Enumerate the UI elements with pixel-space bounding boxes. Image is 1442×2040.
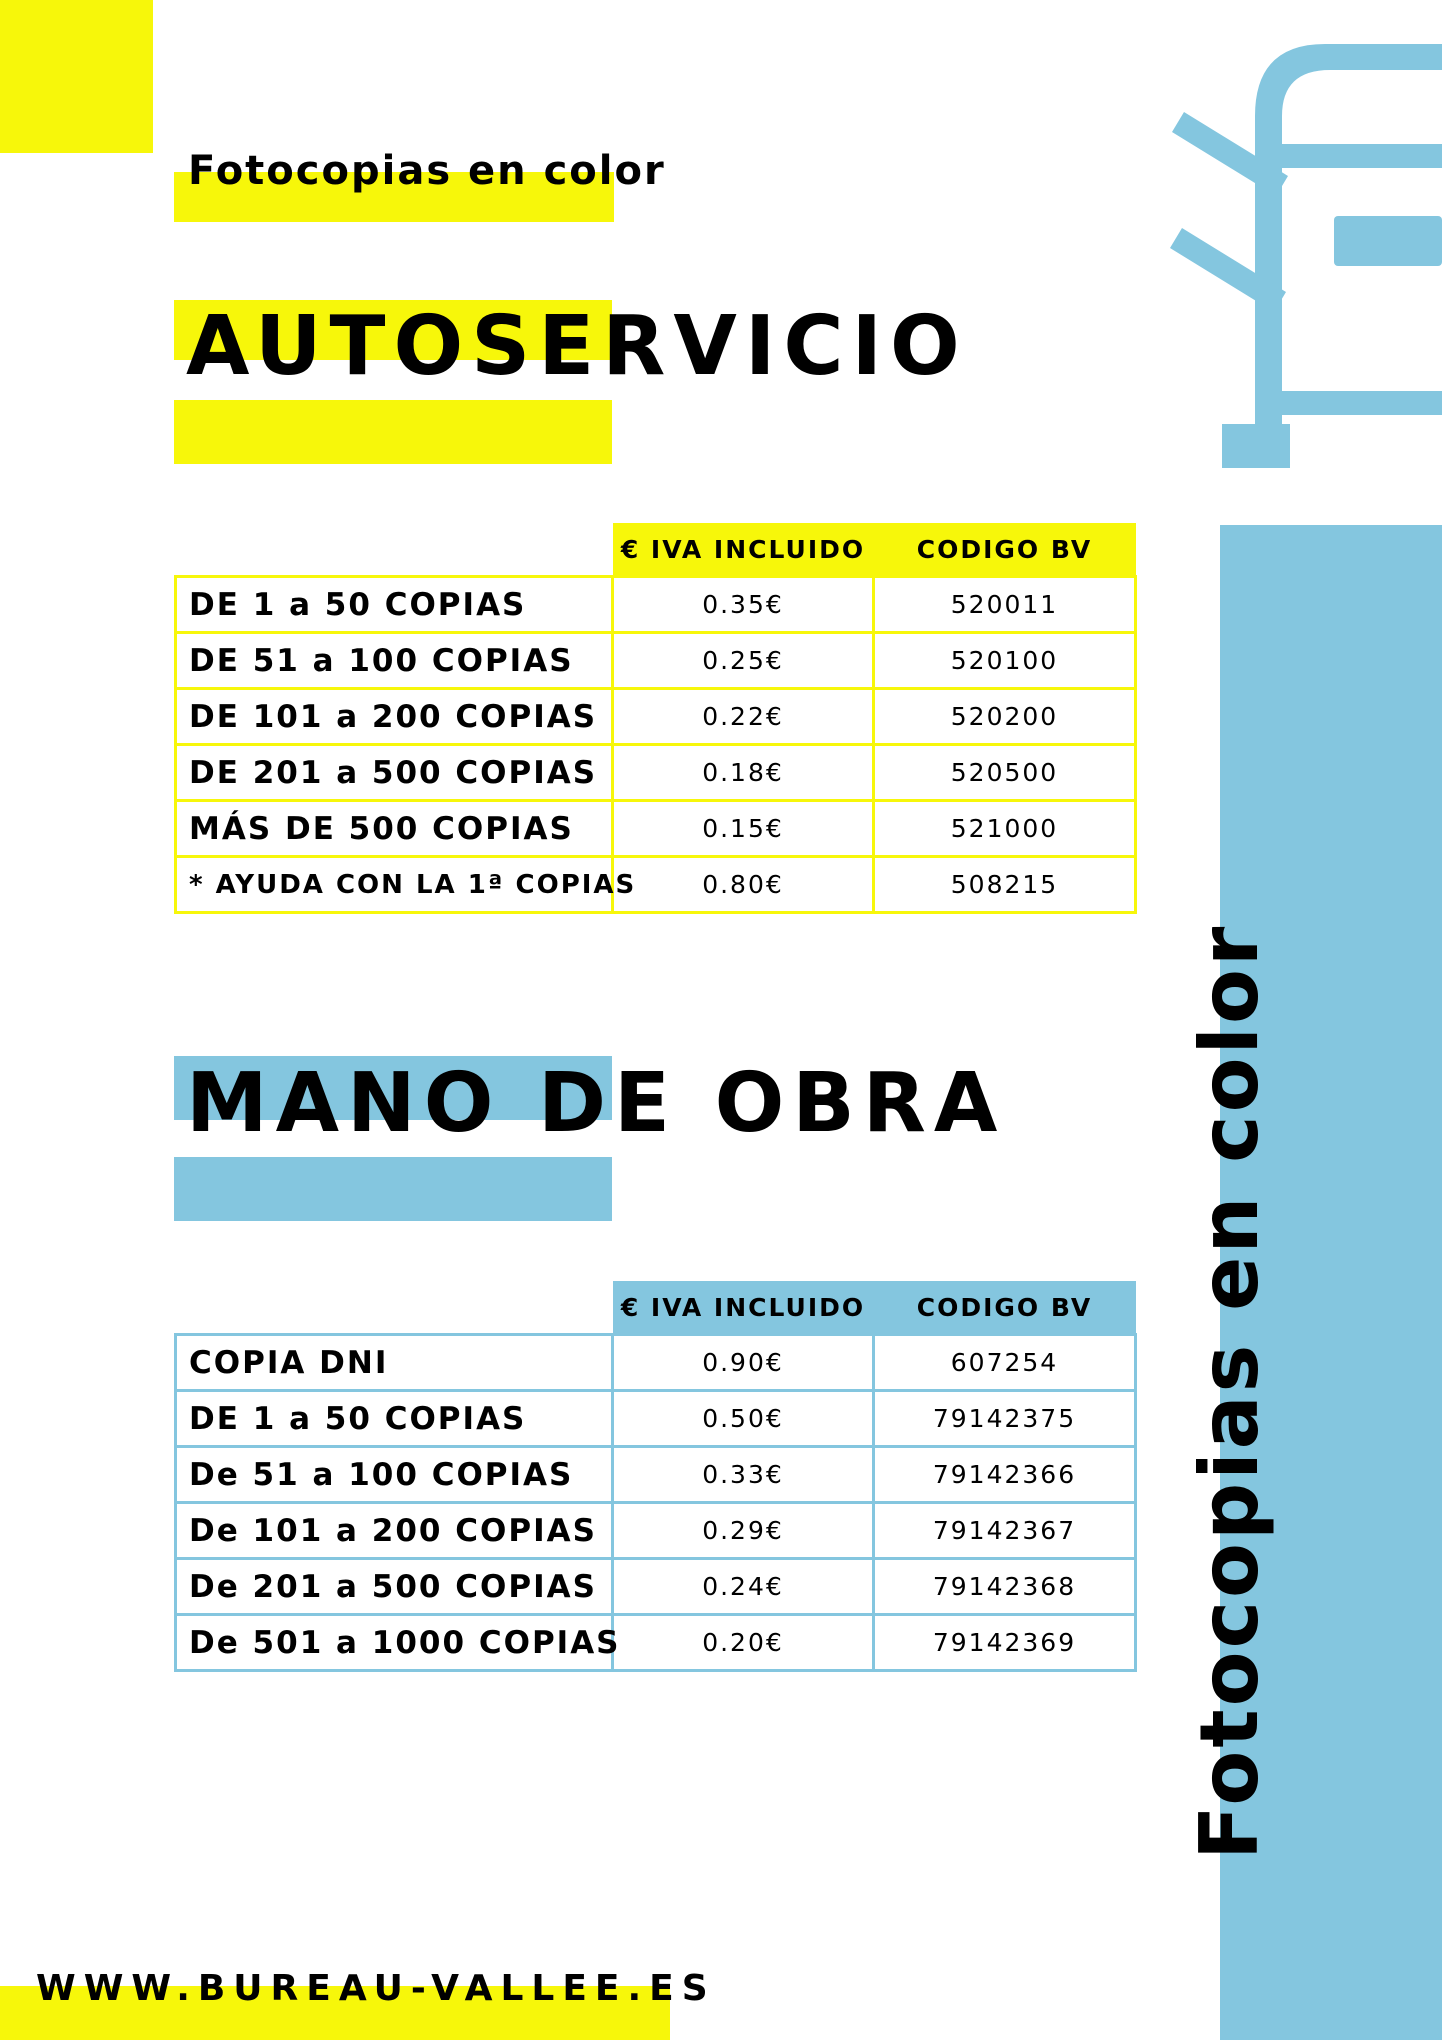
- row-label: DE 1 a 50 COPIAS: [176, 1391, 613, 1447]
- row-code: 79142369: [874, 1615, 1136, 1671]
- row-code: 520500: [874, 745, 1136, 801]
- row-code: 607254: [874, 1335, 1136, 1391]
- price-column-header: € IVA INCLUIDO: [613, 1281, 874, 1335]
- row-price: 0.20€: [613, 1615, 874, 1671]
- row-code: 521000: [874, 801, 1136, 857]
- table-row: [176, 577, 1136, 633]
- printer-icon: [1160, 36, 1442, 476]
- row-label: De 501 a 1000 COPIAS: [176, 1615, 613, 1671]
- row-label: DE 101 a 200 COPIAS: [176, 689, 613, 745]
- row-price: 0.18€: [613, 745, 874, 801]
- price-column-header: € IVA INCLUIDO: [613, 523, 874, 577]
- row-label: * AYUDA CON LA 1ª COPIAS: [176, 857, 613, 913]
- row-price: 0.80€: [613, 857, 874, 913]
- table-row: [176, 1559, 1136, 1615]
- table-row: [176, 1391, 1136, 1447]
- table-row: [176, 801, 1136, 857]
- table-row: [176, 1447, 1136, 1503]
- row-label: De 101 a 200 COPIAS: [176, 1503, 613, 1559]
- table-row: [176, 857, 1136, 913]
- mano-de-obra-title: MANO DE OBRA: [186, 1056, 1006, 1151]
- table-row: [176, 633, 1136, 689]
- code-column-header: CODIGO BV: [874, 523, 1136, 577]
- table-row: [176, 689, 1136, 745]
- row-code: 79142375: [874, 1391, 1136, 1447]
- row-code: 79142368: [874, 1559, 1136, 1615]
- row-code: 508215: [874, 857, 1136, 913]
- row-price: 0.22€: [613, 689, 874, 745]
- page-subtitle: Fotocopias en color: [188, 148, 666, 194]
- row-price: 0.35€: [613, 577, 874, 633]
- website-link[interactable]: WWW.BUREAU-VALLEE.ES: [36, 1968, 716, 2009]
- code-column-header: CODIGO BV: [874, 1281, 1136, 1335]
- row-price: 0.15€: [613, 801, 874, 857]
- autoservicio-highlight-bottom: [174, 400, 612, 464]
- row-label: De 201 a 500 COPIAS: [176, 1559, 613, 1615]
- row-label: DE 51 a 100 COPIAS: [176, 633, 613, 689]
- table-corner: [176, 523, 613, 577]
- row-code: 79142367: [874, 1503, 1136, 1559]
- table-row: [176, 1335, 1136, 1391]
- mano-highlight-bottom: [174, 1157, 612, 1221]
- row-price: 0.33€: [613, 1447, 874, 1503]
- table-row: [176, 1503, 1136, 1559]
- mano-de-obra-table: [174, 1281, 1137, 1672]
- row-code: 520200: [874, 689, 1136, 745]
- row-label: DE 201 a 500 COPIAS: [176, 745, 613, 801]
- row-code: 520011: [874, 577, 1136, 633]
- row-label: De 51 a 100 COPIAS: [176, 1447, 613, 1503]
- row-price: 0.29€: [613, 1503, 874, 1559]
- table-row: [176, 1615, 1136, 1671]
- row-label: COPIA DNI: [176, 1335, 613, 1391]
- row-label: DE 1 a 50 COPIAS: [176, 577, 613, 633]
- table-row: [176, 745, 1136, 801]
- row-price: 0.90€: [613, 1335, 874, 1391]
- autoservicio-title: AUTOSERVICIO: [186, 299, 968, 394]
- row-price: 0.50€: [613, 1391, 874, 1447]
- autoservicio-table: [174, 523, 1137, 914]
- corner-yellow-block: [0, 0, 153, 153]
- row-price: 0.25€: [613, 633, 874, 689]
- row-code: 79142366: [874, 1447, 1136, 1503]
- vertical-side-title: Fotocopias en color: [1183, 923, 1276, 1860]
- table-corner: [176, 1281, 613, 1335]
- row-code: 520100: [874, 633, 1136, 689]
- row-label: MÁS DE 500 COPIAS: [176, 801, 613, 857]
- row-price: 0.24€: [613, 1559, 874, 1615]
